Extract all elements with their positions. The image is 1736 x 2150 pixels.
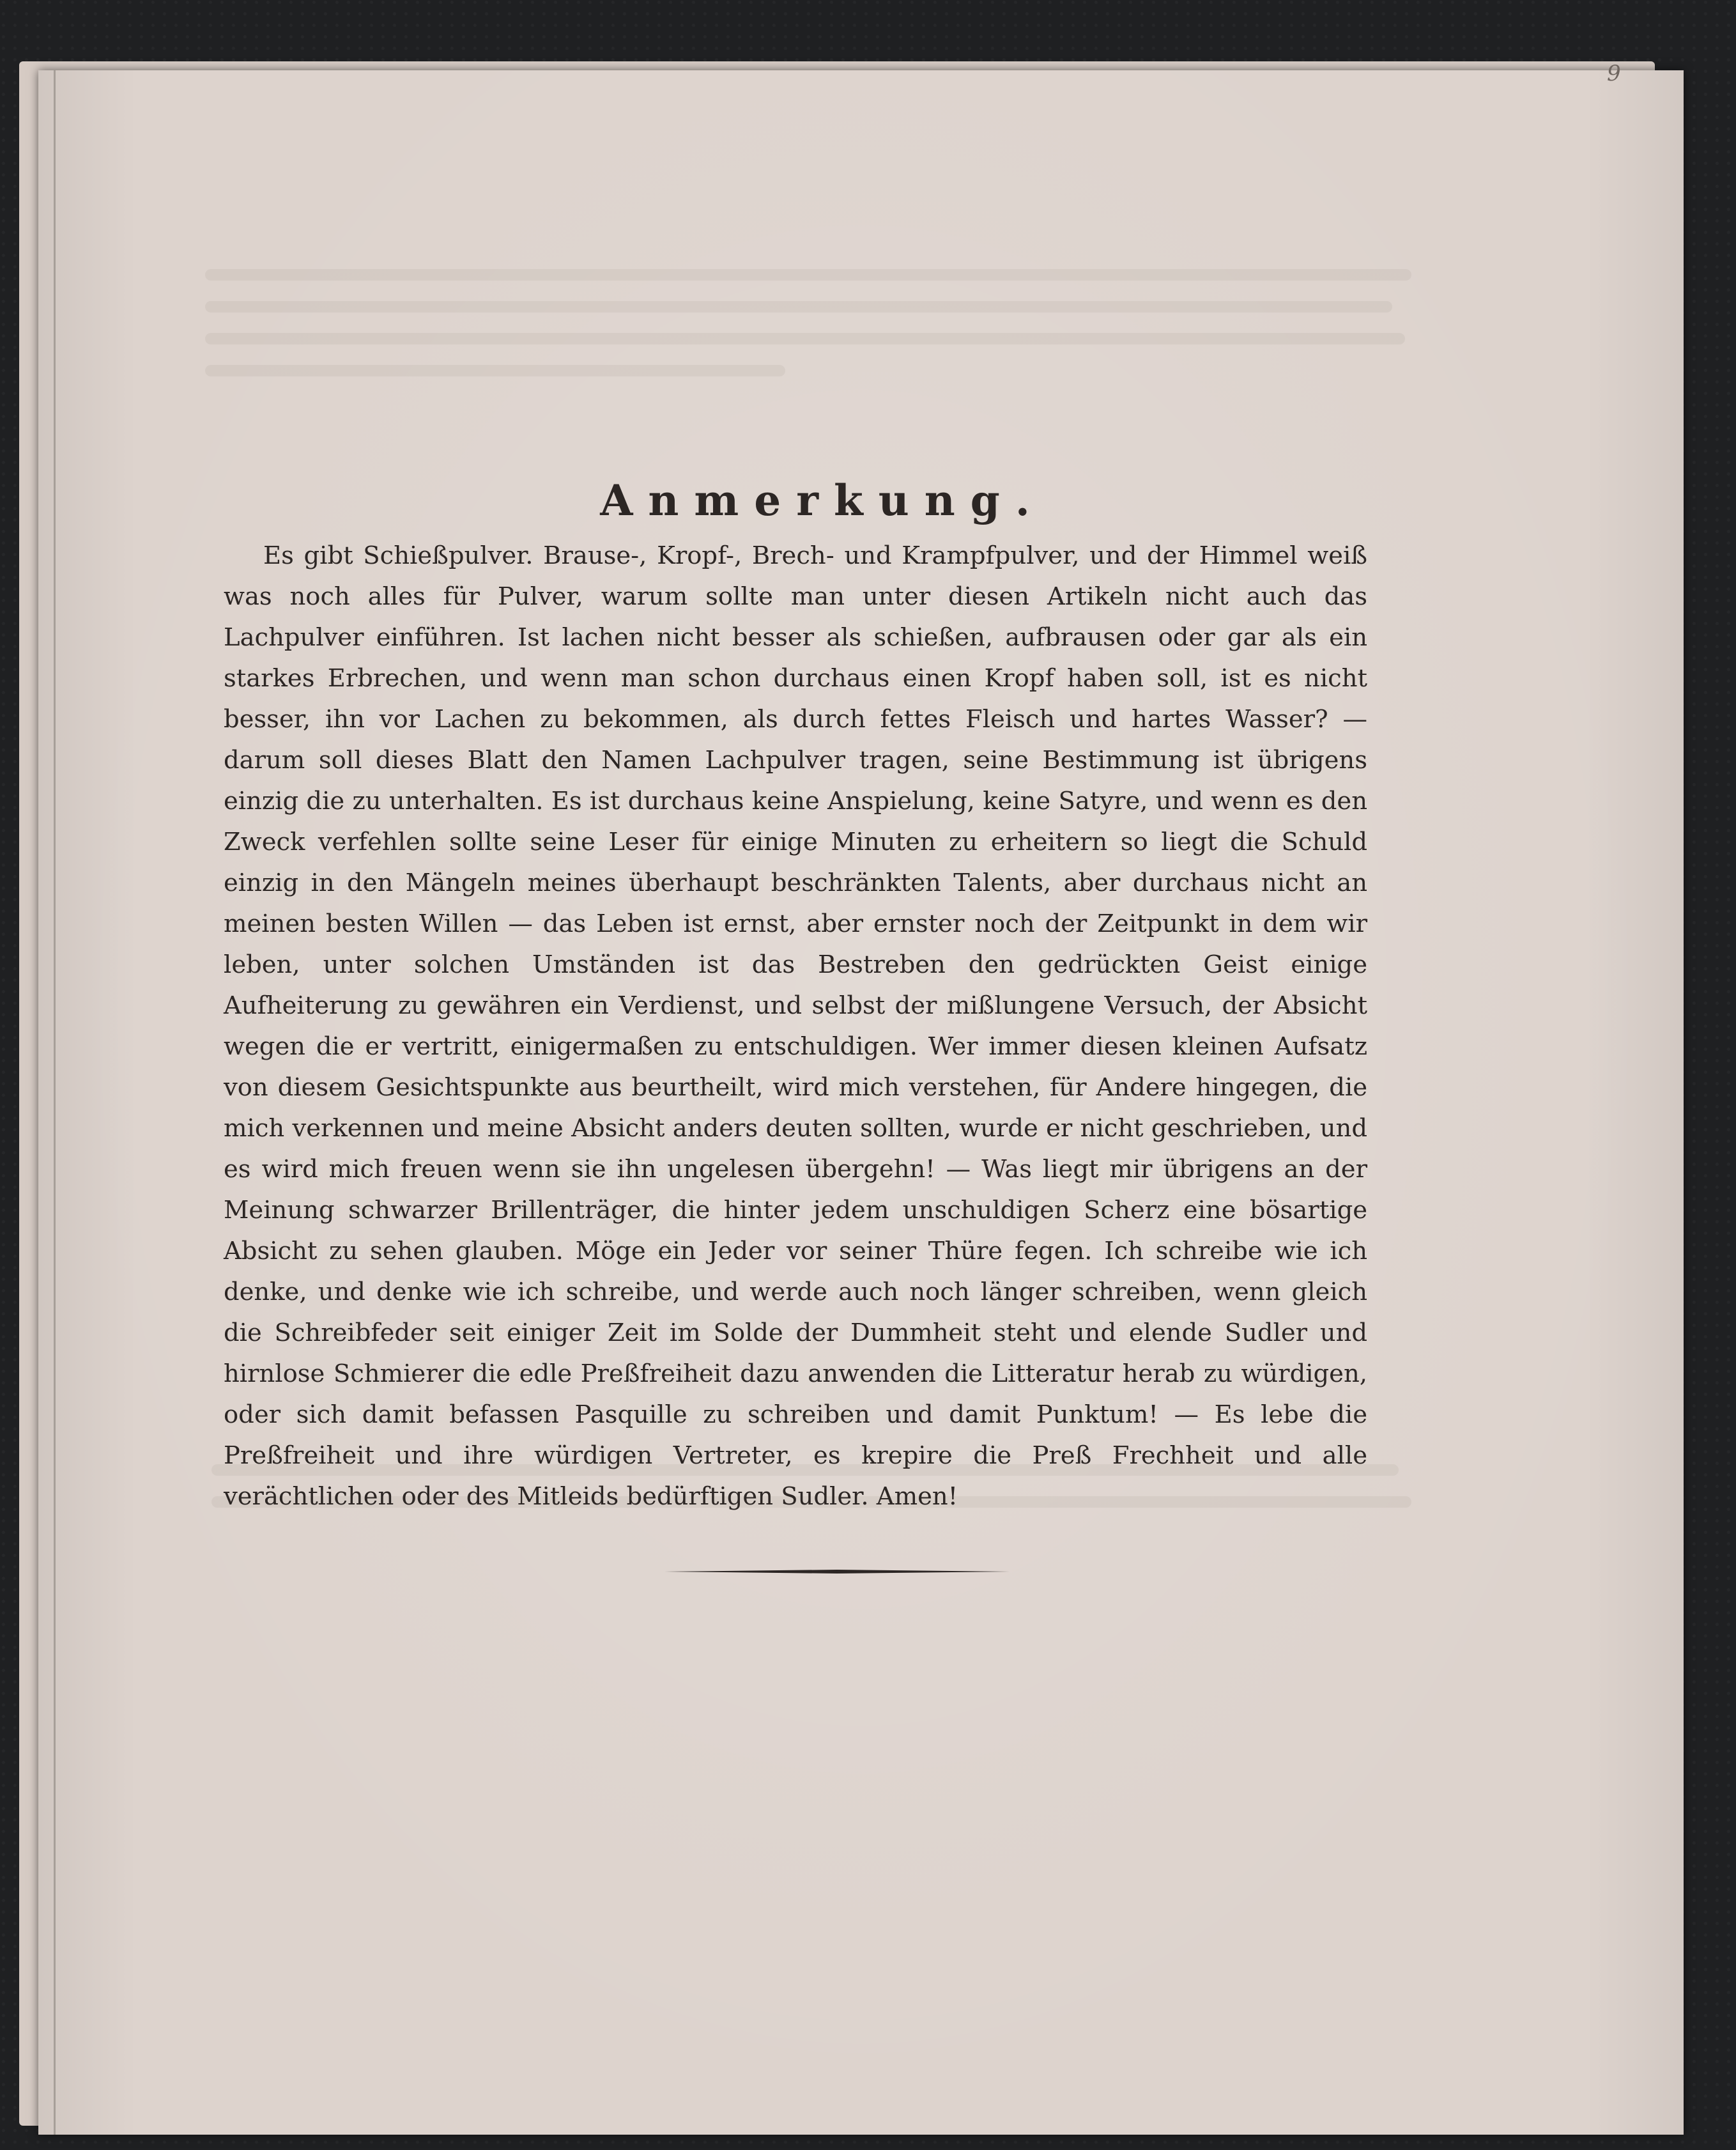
page-gutter [54,70,56,2135]
closing-rule [664,1569,1010,1574]
heading: Anmerkung. [600,476,1045,526]
body-paragraph: Es gibt Schießpulver. Brause-, Kropf-, Brech- und Krampfpulver, und der Himmel weiß was noch alles für Pulver, warum sollte man unter diesen Artikeln nicht auch das Lachpulver einführen. Ist lachen nicht besser als schießen, aufbrausen oder gar als ein starkes Erbrechen, und wenn man schon durchaus einen Kropf haben soll, ist es nicht besser, ihn vor Lachen zu bekommen, als durch fettes Fleisch und hartes Wasser? — darum soll dieses Blatt den Namen Lachpulver tragen, seine Bestimmung ist übrigens einzig die zu unterhalten. Es ist durchaus keine Anspielung, keine Satyre, und wenn es den Zweck verfehlen sollte seine Leser für einige Minuten zu erheitern so liegt die Schuld einzig in den Mängeln meines überhaupt beschränkten Talents, aber durchaus nicht an meinen besten Willen — das Leben ist ernst, aber ernster noch der Zeitpunkt in dem wir leben, unter solchen Umständen ist das Bestreben den gedrückten Geist einige Aufheiterung zu gewähren ein Verdienst, und selbst der mißlungene Versuch, der Absicht wegen die er vertritt, einigermaßen zu entschuldigen. Wer immer diesen kleinen Aufsatz von diesem Gesichtspunkte aus beurtheilt, wird mich verstehen, für Andere hingegen, die mich verkennen und meine Absicht anders deuten sollten, wurde er nicht geschrieben, und es wird mich freuen wenn sie ihn ungelesen übergehn! — Was liegt mir übrigens an der Meinung schwarzer Brillenträger, die hinter jedem unschuldigen Scherz eine bösartige Absicht zu sehen glauben. Möge ein Jeder vor seiner Thüre fegen. Ich schreibe wie ich denke, und denke wie ich schreibe, und werde auch noch länger schreiben, wenn gleich die Schreibfeder seit einiger Zeit im Solde der Dummheit steht und elende Sudler und hirnlose Schmierer die edle Preßfreiheit dazu anwenden die Litteratur herab zu würdigen, oder sich damit befassen Pasquille zu schreiben und damit Punktum! — Es lebe die Preßfreiheit und ihre würdigen Vertreter, es krepire die Preß Frechheit und alle verächtlichen oder des Mitleids bedürftigen Sudler. Amen! [224,541,1367,1511]
page-number: 9 [1607,61,1621,86]
